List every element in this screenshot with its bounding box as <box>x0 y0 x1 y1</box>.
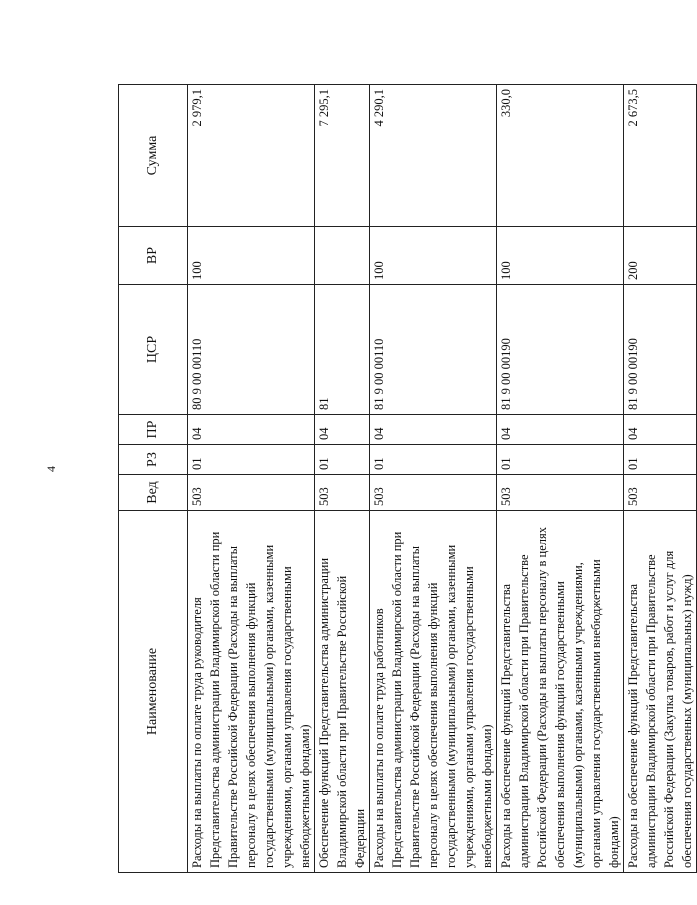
cell-vr: 100 <box>370 227 497 285</box>
cell-csr: 81 9 00 00110 <box>370 285 497 415</box>
cell-pr: 04 <box>370 415 497 445</box>
cell-pr: 04 <box>315 415 370 445</box>
table-row <box>188 85 315 873</box>
cell-vr: 200 <box>624 227 697 285</box>
cell-name: Расходы на обеспечение функций Представительства администрации Владимирской области при Правительстве Российской Федерации (Расходы на выплаты персоналу в целях обеспечения выполнения функций государственными (муниципальными) органами, казенными учреждениями, органами управления государственными внебюджетными фондами) <box>497 511 624 873</box>
cell-pr: 04 <box>188 415 315 445</box>
cell-sum: 2 979,1 <box>188 85 315 227</box>
cell-rz: 01 <box>370 445 497 475</box>
table-row <box>624 85 697 873</box>
cell-vr <box>315 227 370 285</box>
header-sum: Сумма <box>119 85 188 227</box>
page-number: 4 <box>44 466 58 472</box>
cell-name: Расходы на выплаты по оплате труда руководителя Представительства администрации Владимирской области при Правительстве Российской Федерации (Расходы на выплаты персоналу в целях обеспечения выполнения функций государственными (муниципальными) органами, казенными учреждениями, органами управления государственными внебюджетными фондами) <box>188 511 315 873</box>
table-header-row <box>119 85 188 873</box>
cell-rz: 01 <box>624 445 697 475</box>
cell-name: Обеспечение функций Представительства администрации Владимирской области при Правительстве Российской Федерации <box>315 511 370 873</box>
rotated-page-content <box>118 85 694 873</box>
header-name: Наименование <box>119 511 188 873</box>
header-pr: ПР <box>119 415 188 445</box>
header-rz: РЗ <box>119 445 188 475</box>
table-row <box>497 85 624 873</box>
cell-pr: 04 <box>624 415 697 445</box>
cell-sum: 330,0 <box>497 85 624 227</box>
cell-ved: 503 <box>624 475 697 511</box>
cell-rz: 01 <box>315 445 370 475</box>
cell-pr: 04 <box>497 415 624 445</box>
cell-vr: 100 <box>188 227 315 285</box>
cell-ved: 503 <box>370 475 497 511</box>
cell-rz: 01 <box>188 445 315 475</box>
cell-csr: 81 9 00 00190 <box>497 285 624 415</box>
table-row <box>370 85 497 873</box>
table-row <box>315 85 370 873</box>
cell-csr: 80 9 00 00110 <box>188 285 315 415</box>
cell-vr: 100 <box>497 227 624 285</box>
cell-rz: 01 <box>497 445 624 475</box>
cell-name: Расходы на обеспечение функций Представительства администрации Владимирской области при Правительстве Российской Федерации (Закупка товаров, работ и услуг для обеспечения государственных (муниципальных) нужд) <box>624 511 697 873</box>
cell-sum: 7 295,1 <box>315 85 370 227</box>
cell-ved: 503 <box>497 475 624 511</box>
cell-ved: 503 <box>315 475 370 511</box>
budget-table <box>118 84 697 873</box>
cell-ved: 503 <box>188 475 315 511</box>
header-ved: Вед <box>119 475 188 511</box>
cell-csr: 81 <box>315 285 370 415</box>
cell-name: Расходы на выплаты по оплате труда работников Представительства администрации Владимирской области при Правительстве Российской Федерации (Расходы на выплаты персоналу в целях обеспечения выполнения функций государственными (муниципальными) органами, казенными учреждениями, органами управления государственными внебюджетными фондами) <box>370 511 497 873</box>
header-vr: ВР <box>119 227 188 285</box>
cell-csr: 81 9 00 00190 <box>624 285 697 415</box>
header-csr: ЦСР <box>119 285 188 415</box>
cell-sum: 2 673,5 <box>624 85 697 227</box>
cell-sum: 4 290,1 <box>370 85 497 227</box>
